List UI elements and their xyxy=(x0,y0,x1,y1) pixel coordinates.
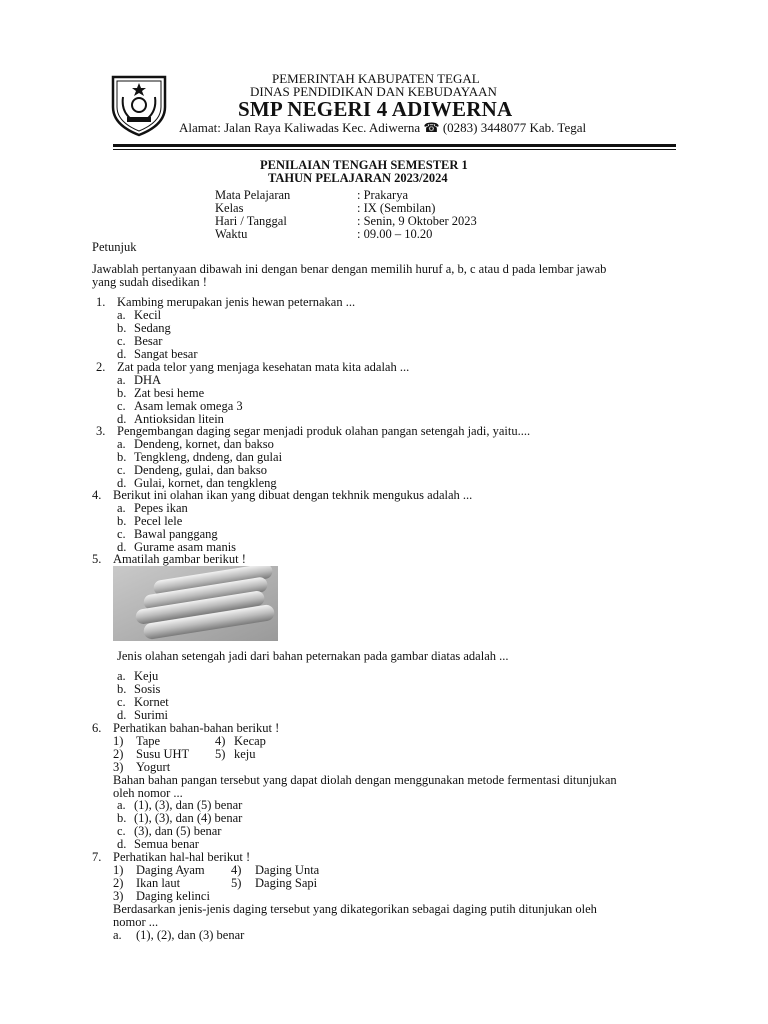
item-text: Daging Sapi xyxy=(255,876,318,890)
option-letter: d. xyxy=(117,708,127,722)
item-text: Ikan laut xyxy=(136,876,181,890)
header-line-1: PEMERINTAH KABUPATEN TEGAL xyxy=(272,71,480,86)
item-text: keju xyxy=(234,747,256,761)
option-letter: a. xyxy=(113,928,122,942)
letterhead-rule-thick xyxy=(113,144,676,147)
option-text: Dendeng, kornet, dan bakso xyxy=(134,437,274,451)
info-value: : Prakarya xyxy=(357,188,409,202)
option-text: Sosis xyxy=(134,682,161,696)
question-text: Berdasarkan jenis-jenis daging tersebut yang dikategorikan sebagai daging putih ditunjukan oleh xyxy=(113,902,597,916)
school-name: SMP NEGERI 4 ADIWERNA xyxy=(238,97,513,121)
option-text: Kecil xyxy=(134,308,162,322)
option-text: Surimi xyxy=(134,708,169,722)
question-number: 4. xyxy=(92,488,102,502)
option-text: (1), (3), dan (5) benar xyxy=(134,798,243,812)
option-text: Antioksidan litein xyxy=(134,412,224,426)
item-number: 2) xyxy=(113,747,124,761)
info-label: Hari / Tanggal xyxy=(215,214,287,228)
question-text: Perhatikan bahan-bahan berikut ! xyxy=(113,721,280,735)
option-letter: b. xyxy=(117,450,127,464)
option-letter: c. xyxy=(117,399,126,413)
option-text: Dendeng, gulai, dan bakso xyxy=(134,463,267,477)
option-text: Asam lemak omega 3 xyxy=(134,399,243,413)
item-text: Daging Unta xyxy=(255,863,320,877)
item-text: Kecap xyxy=(234,734,266,748)
exam-title: PENILAIAN TENGAH SEMESTER 1 xyxy=(260,158,468,172)
question-text: Kambing merupakan jenis hewan peternakan ... xyxy=(117,295,356,309)
option-letter: c. xyxy=(117,463,126,477)
option-letter: c. xyxy=(117,527,126,541)
option-letter: d. xyxy=(117,540,127,554)
item-number: 5) xyxy=(231,876,242,890)
item-number: 2) xyxy=(113,876,124,890)
regency-emblem-logo xyxy=(107,73,171,137)
header-line-2: DINAS PENDIDIKAN DAN KEBUDAYAAN xyxy=(250,84,497,99)
question-text: Perhatikan hal-hal berikut ! xyxy=(113,850,251,864)
info-value: : Senin, 9 Oktober 2023 xyxy=(357,214,477,228)
question-text: Bahan bahan pangan tersebut yang dapat diolah dengan menggunakan metode fermentasi ditunjukan xyxy=(113,773,617,787)
option-text: Besar xyxy=(134,334,163,348)
option-letter: a. xyxy=(117,308,126,322)
item-text: Tape xyxy=(136,734,161,748)
option-letter: a. xyxy=(117,669,126,683)
option-text: Keju xyxy=(134,669,159,683)
option-text: Pecel lele xyxy=(134,514,183,528)
option-letter: c. xyxy=(117,695,126,709)
sausage-photo xyxy=(113,566,278,641)
option-letter: d. xyxy=(117,837,127,851)
question-number: 2. xyxy=(96,360,106,374)
letterhead-rule-thin xyxy=(113,149,676,150)
option-text: Bawal panggang xyxy=(134,527,218,541)
question-number: 7. xyxy=(92,850,102,864)
item-number: 3) xyxy=(113,889,124,903)
option-text: Sedang xyxy=(134,321,171,335)
item-text: Yogurt xyxy=(136,760,171,774)
option-letter: c. xyxy=(117,824,126,838)
option-text: Tengkleng, dndeng, dan gulai xyxy=(134,450,283,464)
option-letter: d. xyxy=(117,476,127,490)
option-text: (1), (2), dan (3) benar xyxy=(136,928,245,942)
exam-year: TAHUN PELAJARAN 2023/2024 xyxy=(268,171,448,185)
option-text: DHA xyxy=(134,373,162,387)
item-text: Susu UHT xyxy=(136,747,190,761)
option-letter: b. xyxy=(117,682,127,696)
info-label: Waktu xyxy=(215,227,248,241)
option-text: Semua benar xyxy=(134,837,199,851)
instructions-text: yang sudah disedikan ! xyxy=(92,275,207,289)
question-number: 1. xyxy=(96,295,106,309)
instructions-text: Jawablah pertanyaan dibawah ini dengan benar dengan memilih huruf a, b, c atau d pada lembar jawab xyxy=(92,262,607,276)
question-text: Jenis olahan setengah jadi dari bahan peternakan pada gambar diatas adalah ... xyxy=(117,649,509,663)
item-number: 4) xyxy=(231,863,242,877)
option-letter: a. xyxy=(117,437,126,451)
info-label: Mata Pelajaran xyxy=(215,188,291,202)
question-text: Zat pada telor yang menjaga kesehatan mata kita adalah ... xyxy=(117,360,410,374)
option-letter: c. xyxy=(117,334,126,348)
option-text: Gulai, kornet, dan tengkleng xyxy=(134,476,277,490)
question-text: Amatilah gambar berikut ! xyxy=(113,552,246,566)
option-text: Gurame asam manis xyxy=(134,540,237,554)
question-text: oleh nomor ... xyxy=(113,786,183,800)
info-value: : IX (Sembilan) xyxy=(357,201,436,215)
option-letter: a. xyxy=(117,373,126,387)
option-letter: b. xyxy=(117,321,127,335)
info-label: Kelas xyxy=(215,201,244,215)
item-number: 3) xyxy=(113,760,124,774)
option-text: Pepes ikan xyxy=(134,501,188,515)
option-letter: b. xyxy=(117,386,127,400)
option-text: Sangat besar xyxy=(134,347,198,361)
question-number: 6. xyxy=(92,721,102,735)
question-number: 3. xyxy=(96,424,106,438)
option-text: (1), (3), dan (4) benar xyxy=(134,811,243,825)
question-text: Berikut ini olahan ikan yang dibuat dengan tekhnik mengukus adalah ... xyxy=(113,488,473,502)
option-text: Zat besi heme xyxy=(134,386,205,400)
school-address: Alamat: Jalan Raya Kaliwadas Kec. Adiwerna ☎ (0283) 3448077 Kab. Tegal xyxy=(179,120,587,135)
question-number: 5. xyxy=(92,552,102,566)
option-text: (3), dan (5) benar xyxy=(134,824,222,838)
item-number: 1) xyxy=(113,863,124,877)
option-letter: a. xyxy=(117,501,126,515)
option-letter: d. xyxy=(117,347,127,361)
item-number: 1) xyxy=(113,734,124,748)
item-text: Daging Ayam xyxy=(136,863,205,877)
option-letter: a. xyxy=(117,798,126,812)
instructions-heading: Petunjuk xyxy=(92,240,137,254)
option-letter: d. xyxy=(117,412,127,426)
item-text: Daging kelinci xyxy=(136,889,210,903)
item-number: 5) xyxy=(215,747,226,761)
option-letter: b. xyxy=(117,811,127,825)
option-text: Kornet xyxy=(134,695,169,709)
question-text: nomor ... xyxy=(113,915,159,929)
option-letter: b. xyxy=(117,514,127,528)
info-value: : 09.00 – 10.20 xyxy=(357,227,433,241)
item-number: 4) xyxy=(215,734,226,748)
question-text: Pengembangan daging segar menjadi produk olahan pangan setengah jadi, yaitu.... xyxy=(117,424,531,438)
